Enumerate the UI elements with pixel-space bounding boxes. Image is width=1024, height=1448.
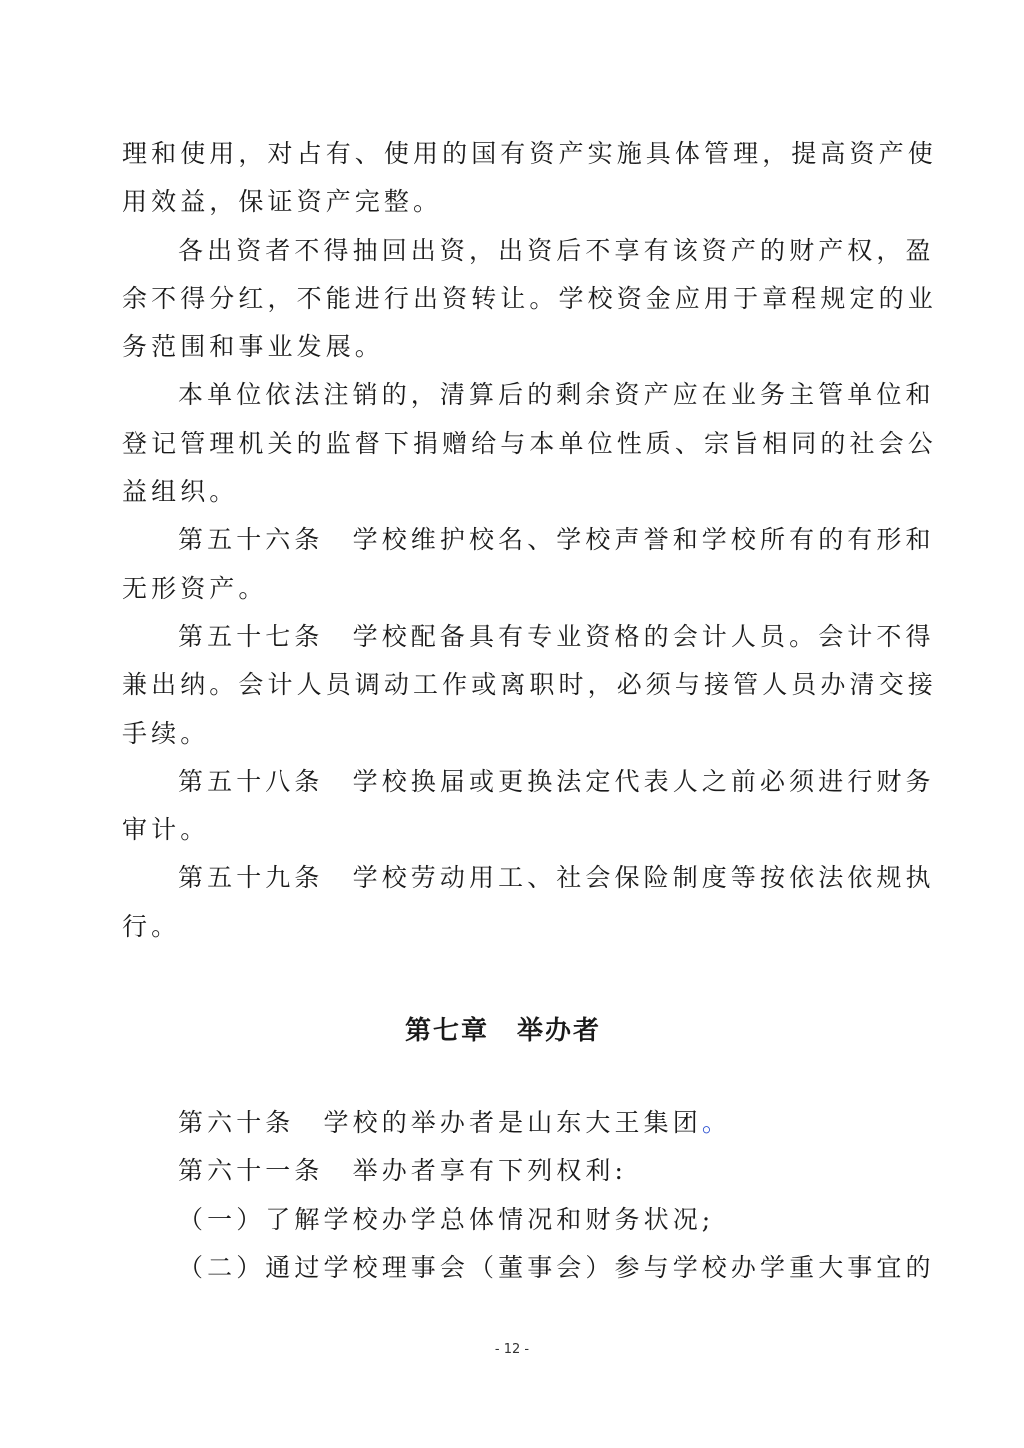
page-number: - 12 - bbox=[494, 1342, 530, 1357]
article-61-item-2: （二）通过学校理事会（董事会）参与学校办学重大事宜的 bbox=[178, 1252, 935, 1282]
article-60-period: 。 bbox=[701, 1108, 731, 1138]
article-61-item-1: （一）了解学校办学总体情况和财务状况; bbox=[178, 1204, 715, 1234]
paragraph-asset-management bbox=[122, 130, 937, 227]
text-line: 益组织。 bbox=[122, 477, 239, 507]
article-59 bbox=[122, 854, 935, 951]
text-line: 行。 bbox=[122, 911, 181, 941]
text-line: 审计。 bbox=[122, 815, 210, 845]
paragraph-dissolution bbox=[122, 371, 937, 516]
document-page bbox=[122, 130, 937, 1292]
article-60-text: 第六十条 学校的举办者是山东大王集团 bbox=[178, 1108, 702, 1138]
article-61: 第六十一条 举办者享有下列权利: bbox=[178, 1156, 628, 1186]
text-line: 登记管理机关的监督下捐赠给与本单位性质、宗旨相同的社会公 bbox=[122, 428, 937, 458]
text-line: 各出资者不得抽回出资，出资后不享有该资产的财产权，盈 bbox=[178, 235, 935, 265]
text-line: 第五十九条 学校劳动用工、社会保险制度等按依法依规执 bbox=[178, 863, 935, 893]
text-line: 务范围和事业发展。 bbox=[122, 332, 384, 362]
paragraph-investors bbox=[122, 227, 937, 372]
article-60 bbox=[122, 1099, 902, 1147]
article-57 bbox=[122, 613, 937, 758]
text-line: 第五十八条 学校换届或更换法定代表人之前必须进行财务 bbox=[178, 766, 935, 796]
text-line: 兼出纳。会计人员调动工作或离职时，必须与接管人员办清交接 bbox=[122, 670, 937, 700]
text-line: 余不得分红，不能进行出资转让。学校资金应用于章程规定的业 bbox=[122, 283, 937, 313]
text-line: 手续。 bbox=[122, 718, 210, 748]
article-58 bbox=[122, 758, 935, 855]
text-line: 第五十六条 学校维护校名、学校声誉和学校所有的有形和 bbox=[178, 525, 935, 555]
text-line: 第五十七条 学校配备具有专业资格的会计人员。会计不得 bbox=[178, 621, 935, 651]
text-line: 理和使用，对占有、使用的国有资产实施具体管理，提高资产使 bbox=[122, 139, 937, 168]
chapter-heading: 第七章 举办者 bbox=[404, 1016, 601, 1047]
text-line: 用效益，保证资产完整。 bbox=[122, 187, 443, 217]
text-line: 本单位依法注销的，清算后的剩余资产应在业务主管单位和 bbox=[178, 380, 935, 410]
article-56 bbox=[122, 516, 935, 613]
text-line: 无形资产。 bbox=[122, 573, 268, 603]
